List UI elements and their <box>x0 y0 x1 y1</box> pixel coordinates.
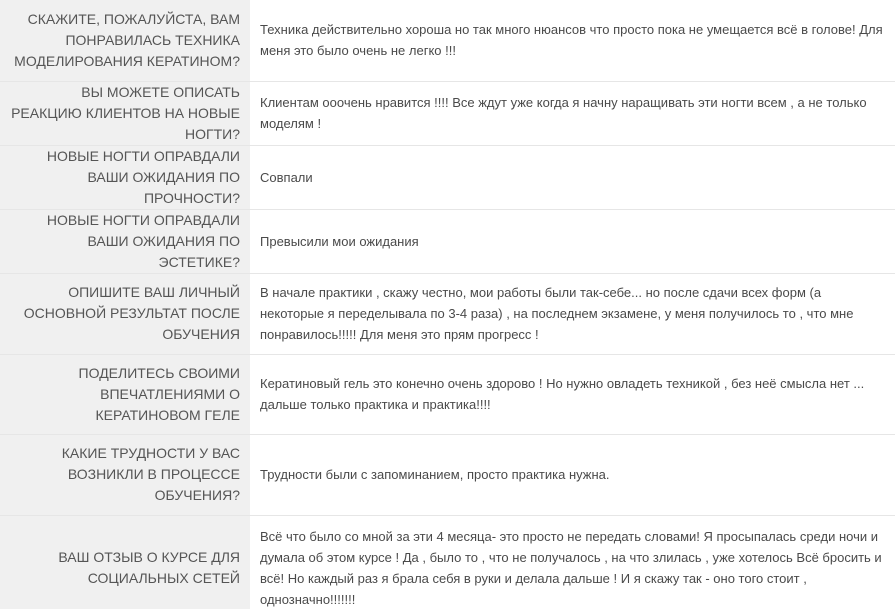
table-row <box>0 434 895 515</box>
question-cell: ПОДЕЛИТЕСЬ СВОИМИ ВПЕЧАТЛЕНИЯМИ О КЕРАТИНОВОМ ГЕЛЕ <box>0 354 250 434</box>
table-row <box>0 515 895 609</box>
answer-cell: Трудности были с запоминанием, просто практика нужна. <box>250 434 895 515</box>
answer-cell: Техника действительно хороша но так много нюансов что просто пока не умещается всё в голове! Для меня это было очень не легко !!! <box>250 0 895 81</box>
table-row <box>0 354 895 434</box>
question-cell: КАКИЕ ТРУДНОСТИ У ВАС ВОЗНИКЛИ В ПРОЦЕССЕ ОБУЧЕНИЯ? <box>0 434 250 515</box>
table-row <box>0 209 895 273</box>
question-cell: ОПИШИТЕ ВАШ ЛИЧНЫЙ ОСНОВНОЙ РЕЗУЛЬТАТ ПОСЛЕ ОБУЧЕНИЯ <box>0 273 250 354</box>
table-row <box>0 81 895 145</box>
answer-cell: В начале практики , скажу честно, мои работы были так-себе... но после сдачи всех форм (а некоторые я переделывала по 3-4 раза) , на последнем экзамене, у меня получилось то , что мне понравилось!!!!! Для меня это прям прогресс ! <box>250 273 895 354</box>
question-cell: СКАЖИТЕ, ПОЖАЛУЙСТА, ВАМ ПОНРАВИЛАСЬ ТЕХНИКА МОДЕЛИРОВАНИЯ КЕРАТИНОМ? <box>0 0 250 81</box>
question-cell: НОВЫЕ НОГТИ ОПРАВДАЛИ ВАШИ ОЖИДАНИЯ ПО ЭСТЕТИКЕ? <box>0 209 250 273</box>
answer-cell: Клиентам ооочень нравится !!!! Все ждут уже когда я начну наращивать эти ногти всем , а не только моделям ! <box>250 81 895 145</box>
question-cell: НОВЫЕ НОГТИ ОПРАВДАЛИ ВАШИ ОЖИДАНИЯ ПО ПРОЧНОСТИ? <box>0 145 250 209</box>
table-row <box>0 273 895 354</box>
table-row <box>0 0 895 81</box>
answer-cell: Превысили мои ожидания <box>250 209 895 273</box>
question-cell: ВАШ ОТЗЫВ О КУРСЕ ДЛЯ СОЦИАЛЬНЫХ СЕТЕЙ <box>0 515 250 609</box>
table-row <box>0 145 895 209</box>
answer-cell: Совпали <box>250 145 895 209</box>
answer-cell: Кератиновый гель это конечно очень здорово ! Но нужно овладеть техникой , без неё смысла нет ... дальше только практика и практика!!!! <box>250 354 895 434</box>
answer-cell: Всё что было со мной за эти 4 месяца- это просто не передать словами! Я просыпалась среди ночи и думала об этом курсе ! Да , было то , что не получалось , на что злилась , уже хотелось Всё бросить и всё! Но каждый раз я брала себя в руки и делала дальше ! И я скажу так - оно того стоит , однозначно!!!!!!! <box>250 515 895 609</box>
question-cell: ВЫ МОЖЕТЕ ОПИСАТЬ РЕАКЦИЮ КЛИЕНТОВ НА НОВЫЕ НОГТИ? <box>0 81 250 145</box>
